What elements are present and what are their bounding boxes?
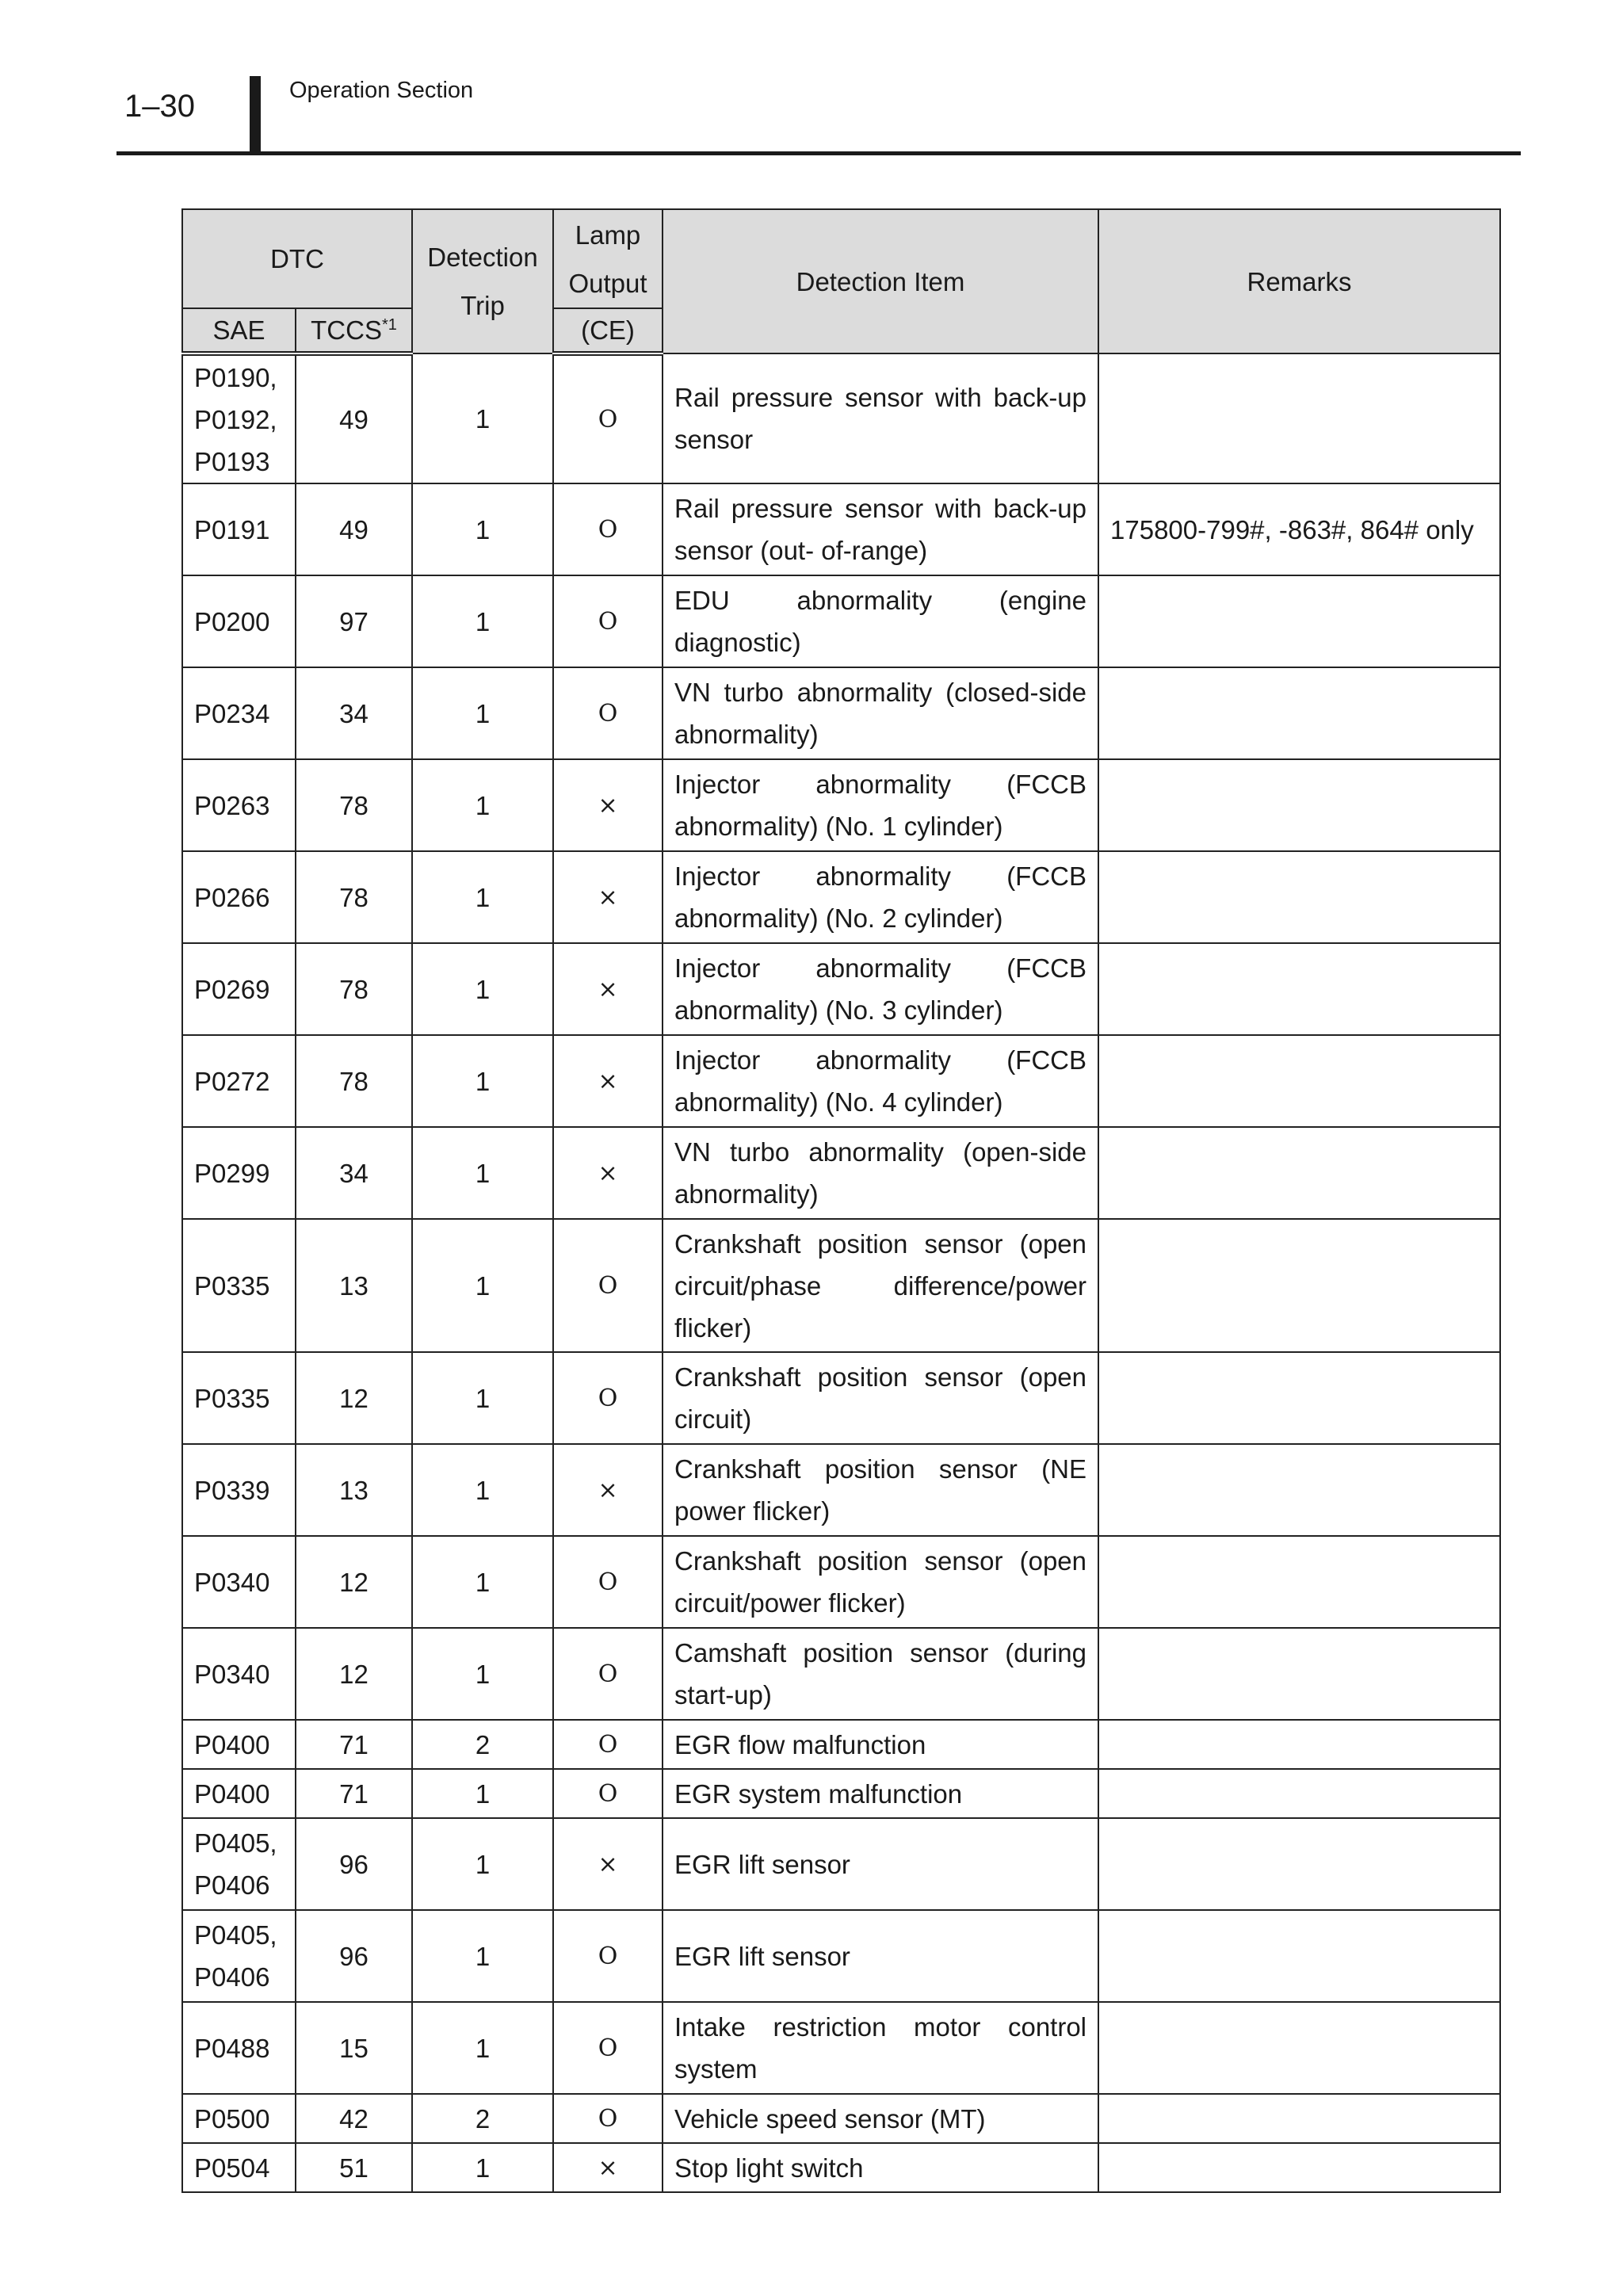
lamp-cell: O (553, 1769, 663, 1818)
item-cell: Injector abnormality (FCCB abnormality) (No. 4 cylinder) (663, 1035, 1098, 1127)
item-cell: VN turbo abnormality (open-side abnormality) (663, 1127, 1098, 1219)
lamp-cell: × (553, 2143, 663, 2192)
tccs-cell: 34 (296, 1127, 412, 1219)
item-cell: Crankshaft position sensor (NE power flicker) (663, 1444, 1098, 1536)
sae-cell: P0335 (182, 1219, 296, 1352)
sae-cell: P0269 (182, 943, 296, 1035)
lamp-ce-header: (CE) (553, 308, 663, 353)
trip-cell: 1 (412, 575, 553, 667)
trip-cell: 1 (412, 1352, 553, 1444)
remarks-cell (1098, 2094, 1500, 2143)
lamp-cell: × (553, 1127, 663, 1219)
table-row (182, 575, 1500, 667)
remarks-cell (1098, 353, 1500, 483)
table-body (182, 353, 1500, 2192)
item-cell: Injector abnormality (FCCB abnormality) (No. 2 cylinder) (663, 851, 1098, 943)
lamp-cell: × (553, 943, 663, 1035)
trip-cell: 1 (412, 1444, 553, 1536)
remarks-cell: 175800-799#, -863#, 864# only (1098, 483, 1500, 575)
trip-cell: 1 (412, 1818, 553, 1910)
sae-cell: P0340 (182, 1536, 296, 1628)
table-row (182, 1910, 1500, 2002)
table-row (182, 851, 1500, 943)
tccs-cell: 34 (296, 667, 412, 759)
trip-cell: 1 (412, 1769, 553, 1818)
tccs-footnote: *1 (381, 316, 397, 334)
remarks-cell (1098, 1352, 1500, 1444)
item-cell: VN turbo abnormality (closed-side abnormality) (663, 667, 1098, 759)
trip-cell: 1 (412, 483, 553, 575)
sae-cell: P0500 (182, 2094, 296, 2143)
table-row (182, 943, 1500, 1035)
dtc-header: DTC (182, 209, 412, 308)
sae-cell: P0488 (182, 2002, 296, 2094)
lamp-cell: O (553, 1628, 663, 1720)
section-title: Operation Section (289, 78, 474, 103)
trip-cell: 1 (412, 1536, 553, 1628)
lamp-cell: O (553, 2002, 663, 2094)
tccs-cell: 12 (296, 1352, 412, 1444)
sae-cell: P0234 (182, 667, 296, 759)
detection-item-header: Detection Item (663, 209, 1098, 353)
remarks-cell (1098, 1444, 1500, 1536)
item-cell: Intake restriction motor control system (663, 2002, 1098, 2094)
sae-cell: P0263 (182, 759, 296, 851)
lamp-cell: × (553, 1444, 663, 1536)
table-row (182, 667, 1500, 759)
remarks-cell (1098, 575, 1500, 667)
table-row (182, 1127, 1500, 1219)
tccs-cell: 71 (296, 1769, 412, 1818)
trip-cell: 1 (412, 353, 553, 483)
lamp-cell: O (553, 667, 663, 759)
sae-cell: P0272 (182, 1035, 296, 1127)
lamp-cell: × (553, 851, 663, 943)
trip-cell: 1 (412, 1219, 553, 1352)
tccs-cell: 71 (296, 1720, 412, 1769)
detection-trip-header: Detection Trip (412, 209, 553, 353)
table-row (182, 1444, 1500, 1536)
remarks-header: Remarks (1098, 209, 1500, 353)
trip-cell: 1 (412, 1910, 553, 2002)
item-cell: Injector abnormality (FCCB abnormality) (No. 1 cylinder) (663, 759, 1098, 851)
tccs-cell: 97 (296, 575, 412, 667)
table-row (182, 1536, 1500, 1628)
table-row (182, 759, 1500, 851)
item-cell: Stop light switch (663, 2143, 1098, 2192)
table-row (182, 483, 1500, 575)
remarks-cell (1098, 1769, 1500, 1818)
lamp-cell: O (553, 483, 663, 575)
table-row (182, 2143, 1500, 2192)
trip-cell: 2 (412, 2094, 553, 2143)
lamp-cell: O (553, 2094, 663, 2143)
lamp-cell: × (553, 759, 663, 851)
item-cell: Crankshaft position sensor (open circuit/phase difference/power flicker) (663, 1219, 1098, 1352)
lamp-cell: O (553, 1536, 663, 1628)
table-row (182, 1720, 1500, 1769)
remarks-cell (1098, 1035, 1500, 1127)
table-row (182, 1818, 1500, 1910)
item-cell: Vehicle speed sensor (MT) (663, 2094, 1098, 2143)
lamp-cell: × (553, 1818, 663, 1910)
trip-cell: 1 (412, 759, 553, 851)
sae-cell: P0266 (182, 851, 296, 943)
table-row (182, 2002, 1500, 2094)
remarks-cell (1098, 759, 1500, 851)
item-cell: EDU abnormality (engine diagnostic) (663, 575, 1098, 667)
trip-cell: 1 (412, 1127, 553, 1219)
tccs-cell: 78 (296, 759, 412, 851)
tccs-label: TCCS (311, 315, 382, 345)
tccs-cell: 78 (296, 1035, 412, 1127)
remarks-cell (1098, 943, 1500, 1035)
tccs-cell: 42 (296, 2094, 412, 2143)
trip-cell: 1 (412, 1035, 553, 1127)
lamp-cell: O (553, 1720, 663, 1769)
trip-cell: 1 (412, 1628, 553, 1720)
remarks-cell (1098, 1910, 1500, 2002)
trip-cell: 1 (412, 2002, 553, 2094)
remarks-cell (1098, 1818, 1500, 1910)
item-cell: EGR lift sensor (663, 1818, 1098, 1910)
lamp-cell: O (553, 1219, 663, 1352)
remarks-cell (1098, 1720, 1500, 1769)
item-cell: Crankshaft position sensor (open circuit/power flicker) (663, 1536, 1098, 1628)
sae-header: SAE (182, 308, 296, 353)
item-cell: Camshaft position sensor (during start-up) (663, 1628, 1098, 1720)
lamp-cell: O (553, 1910, 663, 2002)
item-cell: EGR lift sensor (663, 1910, 1098, 2002)
remarks-cell (1098, 851, 1500, 943)
tccs-cell: 13 (296, 1444, 412, 1536)
remarks-cell (1098, 1127, 1500, 1219)
trip-cell: 1 (412, 667, 553, 759)
tccs-header (296, 308, 412, 353)
remarks-cell (1098, 1536, 1500, 1628)
table-row (182, 1628, 1500, 1720)
sae-cell: P0191 (182, 483, 296, 575)
remarks-cell (1098, 1628, 1500, 1720)
table-row (182, 2094, 1500, 2143)
item-cell: Crankshaft position sensor (open circuit) (663, 1352, 1098, 1444)
remarks-cell (1098, 2002, 1500, 2094)
lamp-cell: × (553, 1035, 663, 1127)
table-row (182, 1769, 1500, 1818)
header-rule (116, 151, 1521, 155)
tccs-cell: 13 (296, 1219, 412, 1352)
remarks-cell (1098, 1219, 1500, 1352)
item-cell: Rail pressure sensor with back-up sensor (out- of-range) (663, 483, 1098, 575)
lamp-output-header: Lamp Output (553, 209, 663, 308)
page-number: 1–30 (124, 89, 195, 124)
table-row (182, 1219, 1500, 1352)
remarks-cell (1098, 2143, 1500, 2192)
sae-cell: P0299 (182, 1127, 296, 1219)
sae-cell: P0340 (182, 1628, 296, 1720)
sae-cell: P0200 (182, 575, 296, 667)
sae-cell: P0504 (182, 2143, 296, 2192)
trip-cell: 1 (412, 2143, 553, 2192)
tccs-cell: 49 (296, 353, 412, 483)
tccs-cell: 96 (296, 1818, 412, 1910)
trip-cell: 1 (412, 943, 553, 1035)
tccs-cell: 12 (296, 1536, 412, 1628)
lamp-cell: O (553, 1352, 663, 1444)
tccs-cell: 15 (296, 2002, 412, 2094)
trip-cell: 2 (412, 1720, 553, 1769)
tccs-cell: 51 (296, 2143, 412, 2192)
tccs-cell: 96 (296, 1910, 412, 2002)
sae-cell: P0339 (182, 1444, 296, 1536)
tccs-cell: 49 (296, 483, 412, 575)
table-row (182, 1352, 1500, 1444)
header-bar (250, 76, 261, 152)
tccs-cell: 78 (296, 851, 412, 943)
dtc-table (181, 208, 1501, 2193)
sae-cell: P0335 (182, 1352, 296, 1444)
sae-cell: P0405, P0406 (182, 1818, 296, 1910)
lamp-cell: O (553, 575, 663, 667)
sae-cell: P0400 (182, 1769, 296, 1818)
item-cell: Rail pressure sensor with back-up sensor (663, 353, 1098, 483)
sae-cell: P0400 (182, 1720, 296, 1769)
sae-cell: P0190, P0192, P0193 (182, 353, 296, 483)
table-row (182, 353, 1500, 483)
sae-cell: P0405, P0406 (182, 1910, 296, 2002)
table-row (182, 1035, 1500, 1127)
item-cell: Injector abnormality (FCCB abnormality) (No. 3 cylinder) (663, 943, 1098, 1035)
trip-cell: 1 (412, 851, 553, 943)
item-cell: EGR system malfunction (663, 1769, 1098, 1818)
item-cell: EGR flow malfunction (663, 1720, 1098, 1769)
tccs-cell: 78 (296, 943, 412, 1035)
lamp-cell: O (553, 353, 663, 483)
remarks-cell (1098, 667, 1500, 759)
tccs-cell: 12 (296, 1628, 412, 1720)
